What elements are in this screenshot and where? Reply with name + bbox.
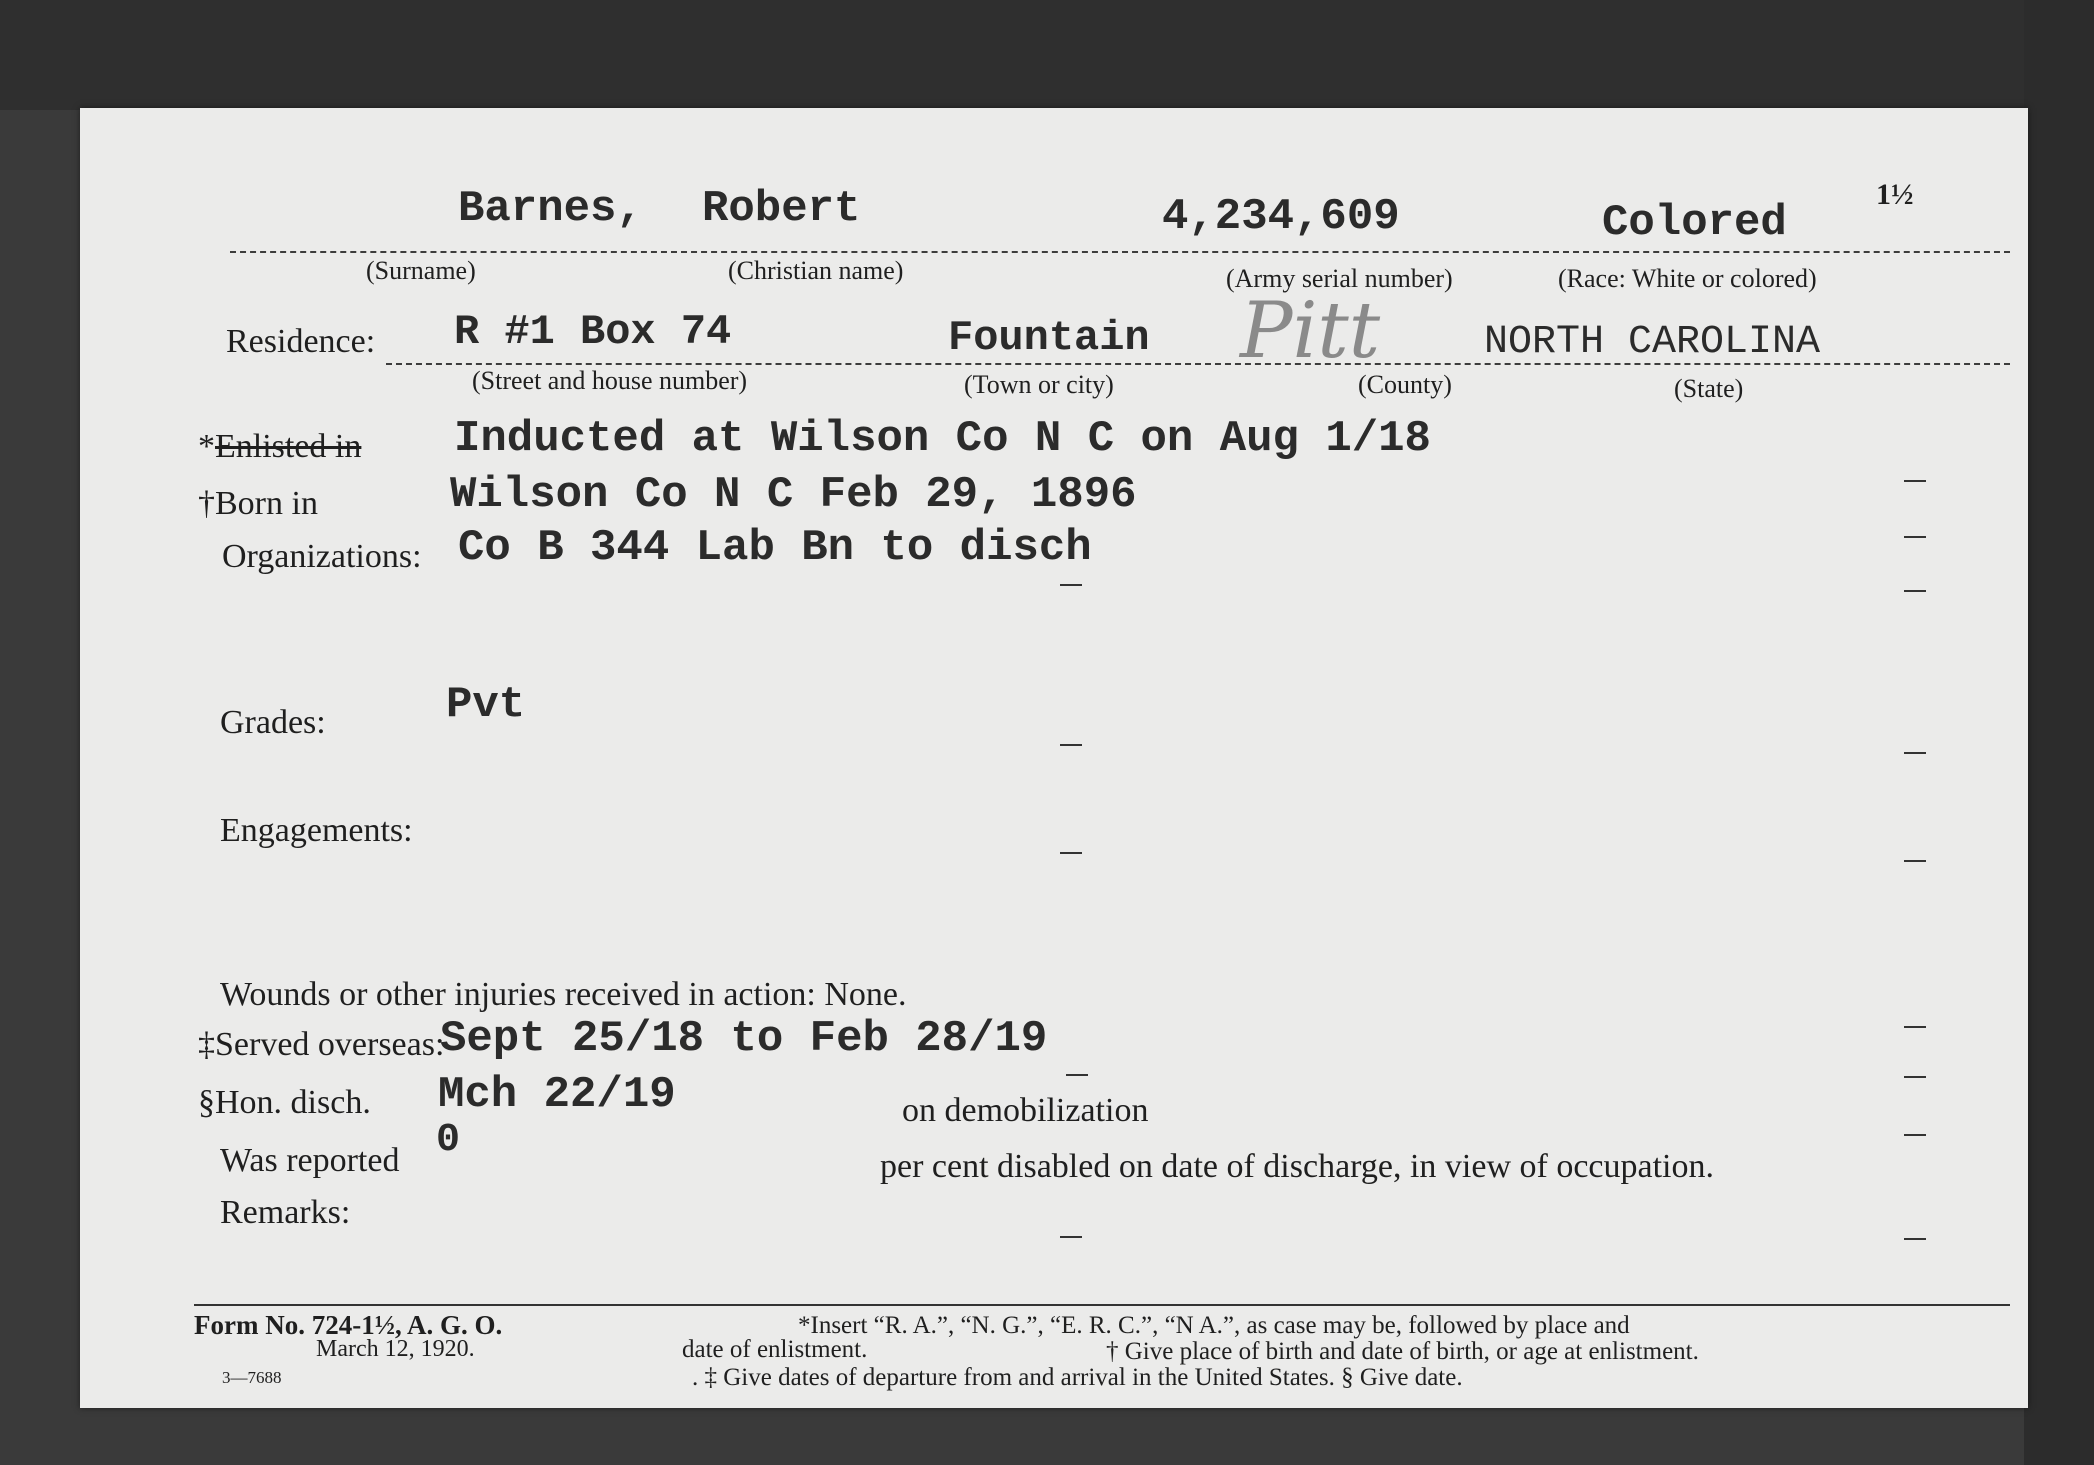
per-cent-text: per cent disabled on date of discharge, in view of occupation. bbox=[880, 1148, 1714, 1185]
town-label: (Town or city) bbox=[964, 370, 1114, 399]
right-dash-5 bbox=[1904, 860, 1926, 862]
residence-line bbox=[386, 363, 2010, 365]
center-dash-5 bbox=[1060, 1236, 1082, 1238]
center-dash-4 bbox=[1066, 1074, 1088, 1076]
enlisted-label bbox=[198, 428, 361, 466]
remarks-label: Remarks: bbox=[220, 1194, 351, 1231]
form-number: Form No. 724-1½, A. G. O. bbox=[194, 1310, 503, 1340]
right-dash-4 bbox=[1904, 752, 1926, 754]
state-value: NORTH CAROLINA bbox=[1484, 320, 1821, 365]
was-reported-value: 0 bbox=[436, 1118, 461, 1163]
grades-value: Pvt bbox=[446, 680, 526, 730]
footer-rule bbox=[194, 1304, 2010, 1306]
street-label: (Street and house number) bbox=[472, 366, 748, 395]
right-dash-2 bbox=[1904, 536, 1926, 538]
served-overseas-label: ‡Served overseas: bbox=[198, 1026, 445, 1063]
right-dash-6 bbox=[1904, 1026, 1926, 1028]
born-value: Wilson Co N C Feb 29, 1896 bbox=[450, 470, 1137, 520]
served-overseas-value: Sept 25/18 to Feb 28/19 bbox=[440, 1014, 1048, 1064]
background-right bbox=[2024, 0, 2094, 1465]
name-row-line bbox=[230, 251, 2010, 253]
corner-mark: 1½ bbox=[1876, 178, 1914, 211]
footnote-line-4: . ‡ Give dates of departure from and arrival in the United States. § Give date. bbox=[692, 1364, 1463, 1391]
right-dash-8 bbox=[1904, 1134, 1926, 1136]
footnote-line-2: date of enlistment. bbox=[682, 1336, 868, 1363]
town-value: Fountain bbox=[948, 314, 1150, 362]
county-value-handwritten: Pitt bbox=[1240, 286, 1381, 376]
serial-number-value: 4,234,609 bbox=[1162, 192, 1400, 242]
organizations-value: Co B 344 Lab Bn to disch bbox=[458, 523, 1092, 573]
organizations-label: Organizations: bbox=[222, 538, 422, 575]
right-dash-3 bbox=[1904, 590, 1926, 592]
demobilization-text: on demobilization bbox=[902, 1092, 1149, 1129]
background-top bbox=[0, 0, 2094, 110]
wounds-row bbox=[220, 976, 907, 1014]
was-reported-label: Was reported bbox=[220, 1142, 400, 1179]
race-value: Colored bbox=[1602, 198, 1787, 248]
footnote-line-3: † Give place of birth and date of birth, or age at enlistment. bbox=[1106, 1338, 1699, 1365]
grades-label: Grades: bbox=[220, 704, 326, 741]
right-dash-7 bbox=[1904, 1076, 1926, 1078]
form-date: March 12, 1920. bbox=[316, 1336, 475, 1362]
wounds-value: None. bbox=[824, 976, 907, 1013]
state-label: (State) bbox=[1674, 374, 1744, 403]
residence-label: Residence: bbox=[226, 323, 376, 360]
christian-name-value: Robert bbox=[702, 184, 861, 234]
footnote-line-1: *Insert “R. A.”, “N. G.”, “E. R. C.”, “N A.”, as case may be, followed by place and bbox=[798, 1312, 1630, 1339]
serial-number-label: (Army serial number) bbox=[1226, 264, 1453, 293]
form-code: 3—7688 bbox=[222, 1368, 282, 1387]
right-dash-1 bbox=[1904, 480, 1926, 482]
engagements-label: Engagements: bbox=[220, 812, 413, 849]
wounds-label: Wounds or other injuries received in action: bbox=[220, 976, 816, 1013]
born-label: †Born in bbox=[198, 485, 318, 522]
enlisted-asterisk: * bbox=[198, 428, 215, 465]
inducted-value: Inducted at Wilson Co N C on Aug 1/18 bbox=[454, 414, 1431, 464]
surname-value: Barnes, bbox=[458, 184, 643, 234]
enlisted-struck-text: Enlisted in bbox=[215, 428, 362, 465]
street-value: R #1 Box 74 bbox=[454, 308, 732, 356]
hon-disch-label: §Hon. disch. bbox=[198, 1084, 371, 1121]
center-dash-3 bbox=[1060, 852, 1082, 854]
race-label: (Race: White or colored) bbox=[1558, 264, 1817, 293]
surname-label: (Surname) bbox=[366, 256, 476, 285]
christian-name-label: (Christian name) bbox=[728, 256, 904, 285]
county-label: (County) bbox=[1358, 370, 1452, 399]
hon-disch-value: Mch 22/19 bbox=[438, 1070, 676, 1120]
center-dash-2 bbox=[1060, 744, 1082, 746]
center-dash-1 bbox=[1060, 584, 1082, 586]
service-record-card bbox=[80, 108, 2028, 1408]
right-dash-9 bbox=[1904, 1238, 1926, 1240]
